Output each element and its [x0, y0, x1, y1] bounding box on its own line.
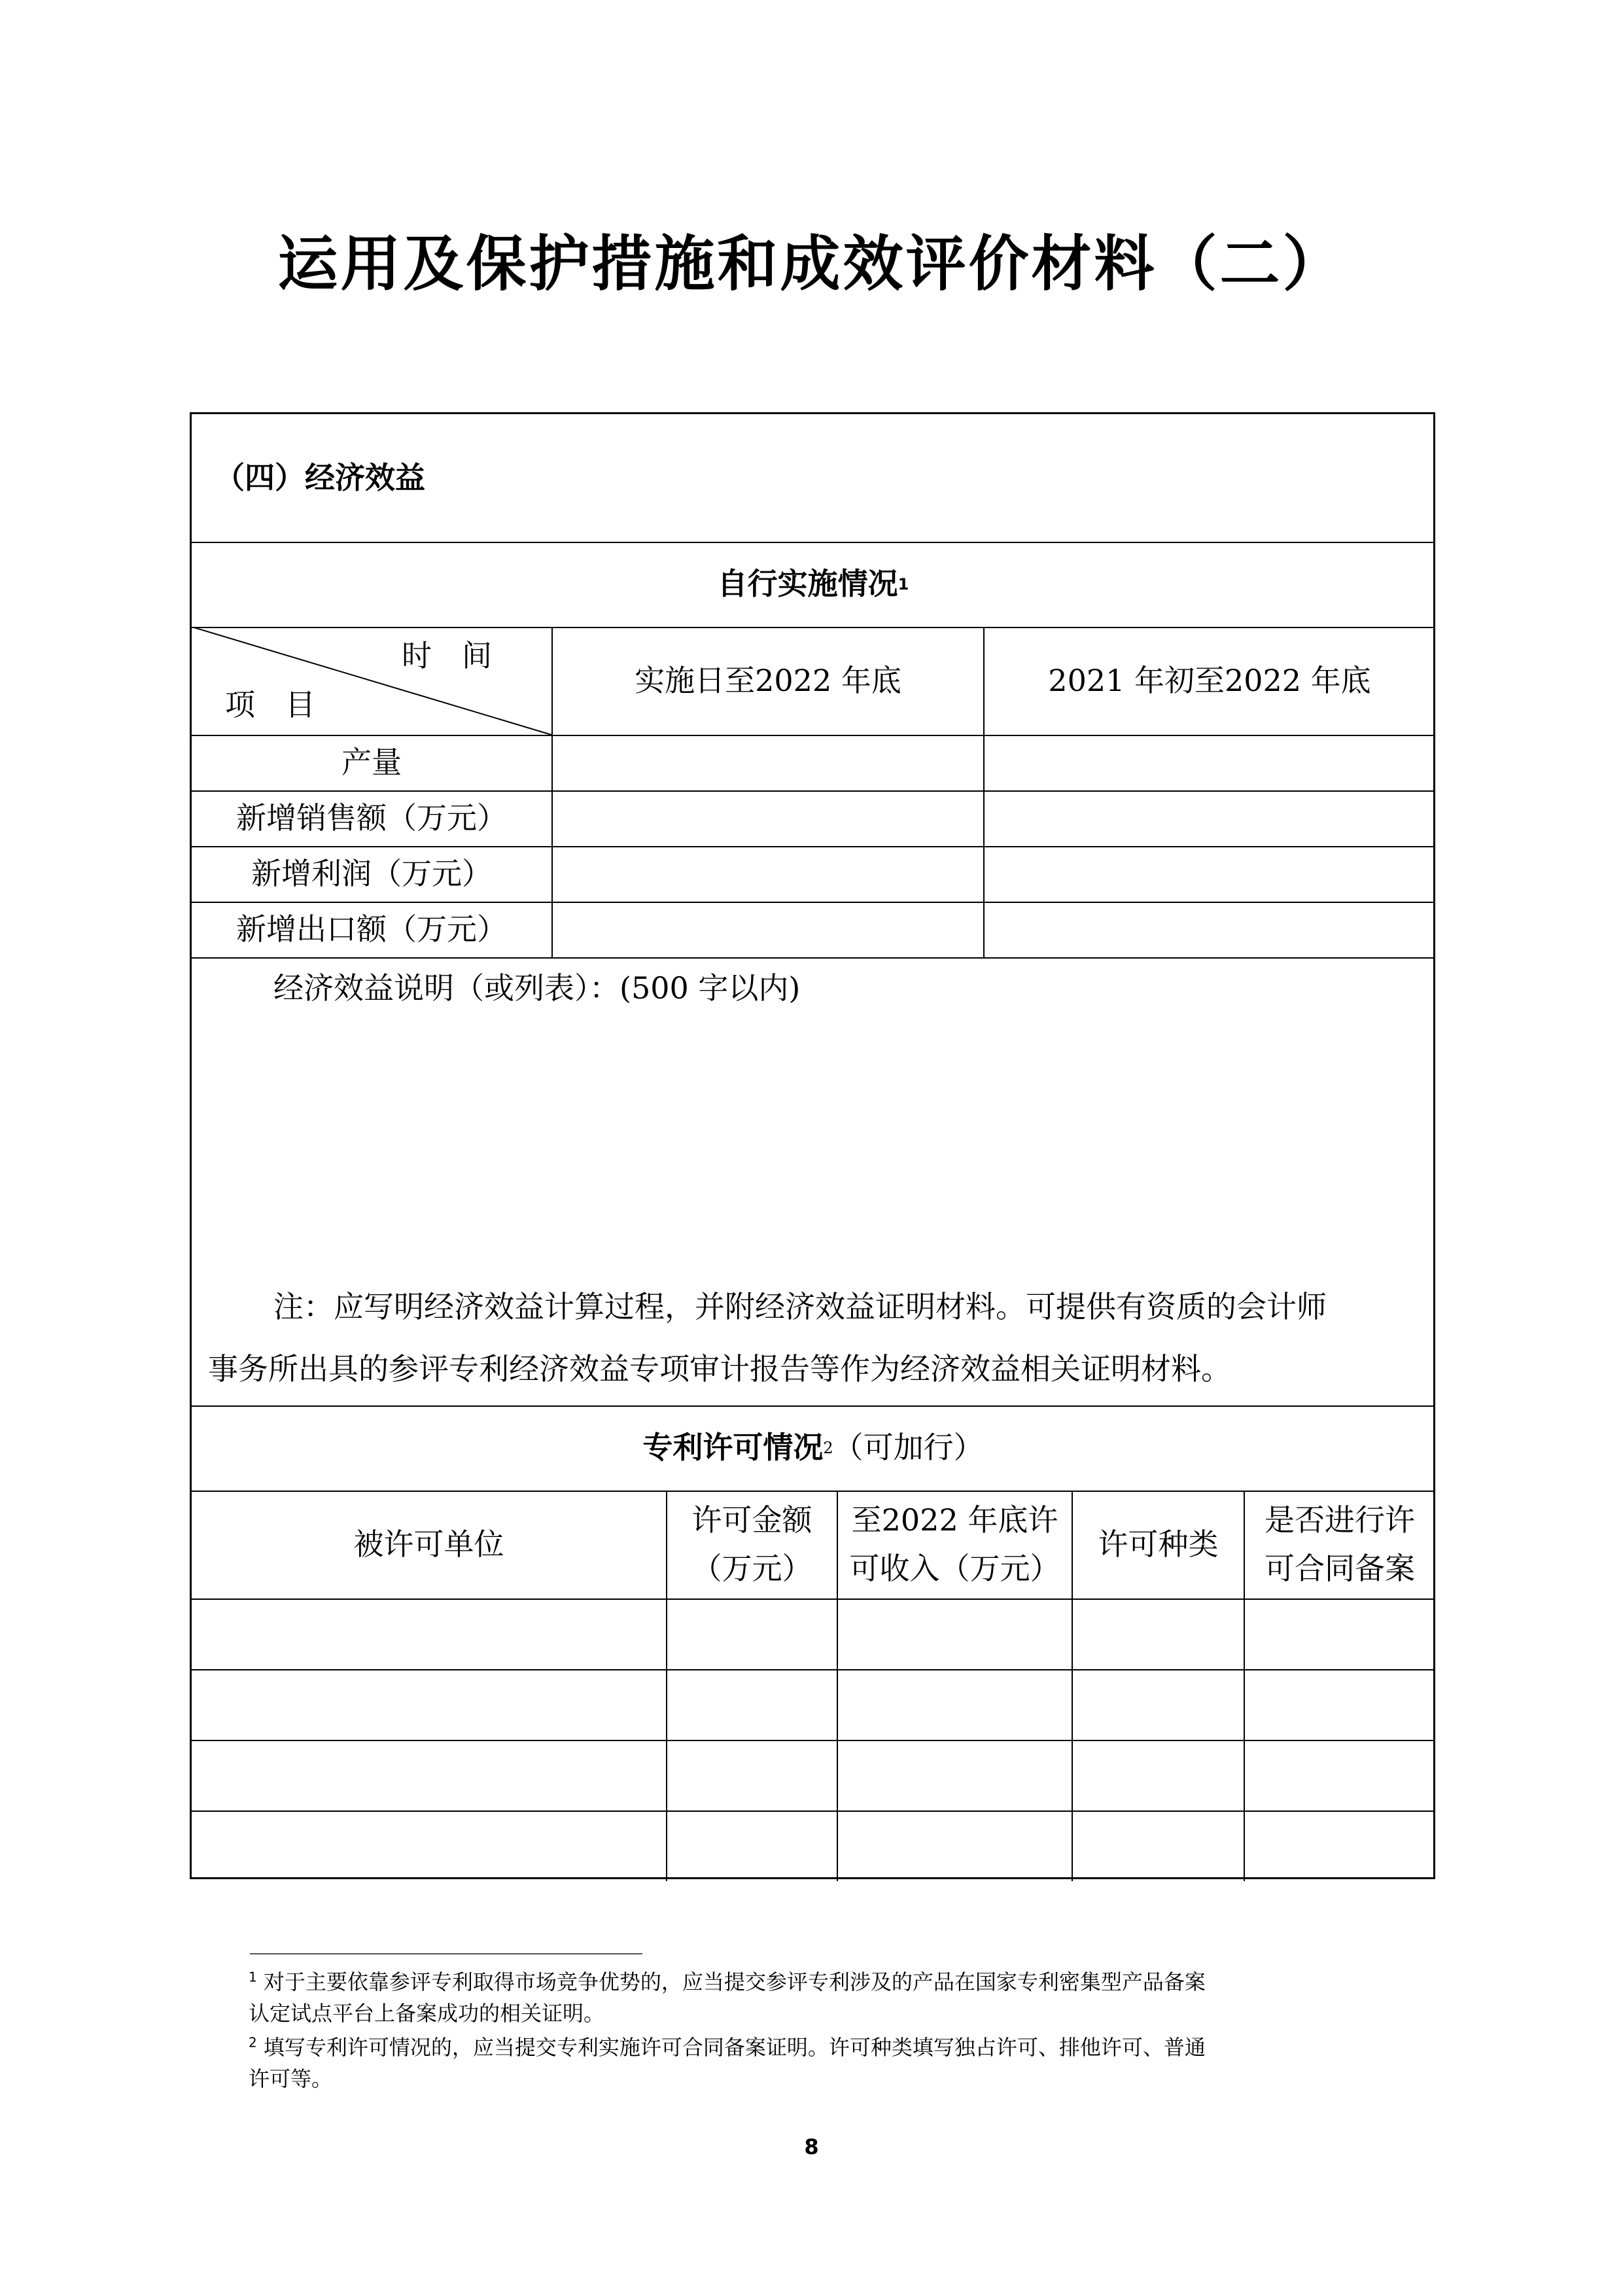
diag-label-time: 时 间: [402, 638, 492, 674]
license-row-1[interactable]: [192, 1598, 1435, 1669]
license-header-licensee: 被许可单位: [353, 1526, 504, 1562]
license-header-filed: 是否进行许 可合同备案: [1265, 1502, 1415, 1586]
cell-sales-2021-2022[interactable]: [985, 790, 1435, 846]
license-row-4[interactable]: [192, 1810, 1435, 1880]
cell-profit-2021-2022[interactable]: [985, 846, 1435, 902]
license-header-income: 至2022 年底许 可收入（万元）: [849, 1502, 1060, 1586]
col-header-2021-2022: 2021 年初至2022 年底: [1048, 662, 1371, 698]
license-row-3[interactable]: [192, 1740, 1435, 1810]
section-heading: （四）经济效益: [215, 459, 425, 495]
footnote-separator: [250, 1953, 642, 1954]
row-label-sales: 新增销售额（万元）: [236, 800, 507, 836]
explain-note-line2: 事务所出具的参评专利经济效益专项审计报告等作为经济效益相关证明材料。: [208, 1351, 1231, 1387]
cell-export-since-impl[interactable]: [553, 902, 983, 957]
cell-export-2021-2022[interactable]: [985, 902, 1435, 957]
footnote-1: $^1$ 对于主要依靠参评专利取得市场竞争优势的，应当提交参评专利涉及的产品在国家专利密集型产品备案 认定试点平台上备案成功的相关证明。: [249, 1969, 1206, 2026]
evaluation-form: [190, 412, 1435, 1879]
row-label-profit: 新增利润（万元）: [251, 855, 492, 891]
license-row-2[interactable]: [192, 1669, 1435, 1740]
license-header-amount: 许可金额 （万元）: [691, 1502, 812, 1586]
cell-profit-since-impl[interactable]: [553, 846, 983, 902]
explain-input-area[interactable]: [205, 1023, 1422, 1298]
page-title: 运用及保护措施和成效评价材料（二）: [277, 229, 1346, 299]
explain-label: 经济效益说明（或列表）：(500 字以内): [273, 970, 801, 1006]
cell-output-since-impl[interactable]: [553, 735, 983, 790]
license-header-type: 许可种类: [1098, 1526, 1219, 1562]
row-label-output: 产量: [341, 744, 402, 780]
diag-label-item: 项 目: [225, 687, 315, 723]
license-title: 专利许可情况 2 （可加行）: [642, 1430, 984, 1466]
page-number: 8: [804, 2134, 819, 2159]
row-label-export: 新增出口额（万元）: [236, 911, 507, 947]
col-header-since-impl: 实施日至2022 年底: [635, 662, 901, 698]
footnote-2: $^2$ 填写专利许可情况的，应当提交专利实施许可合同备案证明。许可种类填写独占许可、排他许可、普通 许可等。: [249, 2034, 1206, 2091]
explain-note-line1: 注：应写明经济效益计算过程，并附经济效益证明材料。可提供有资质的会计师: [273, 1289, 1327, 1325]
cell-sales-since-impl[interactable]: [553, 790, 983, 846]
cell-output-2021-2022[interactable]: [985, 735, 1435, 790]
self-impl-title: 自行实施情况 1: [717, 566, 909, 602]
